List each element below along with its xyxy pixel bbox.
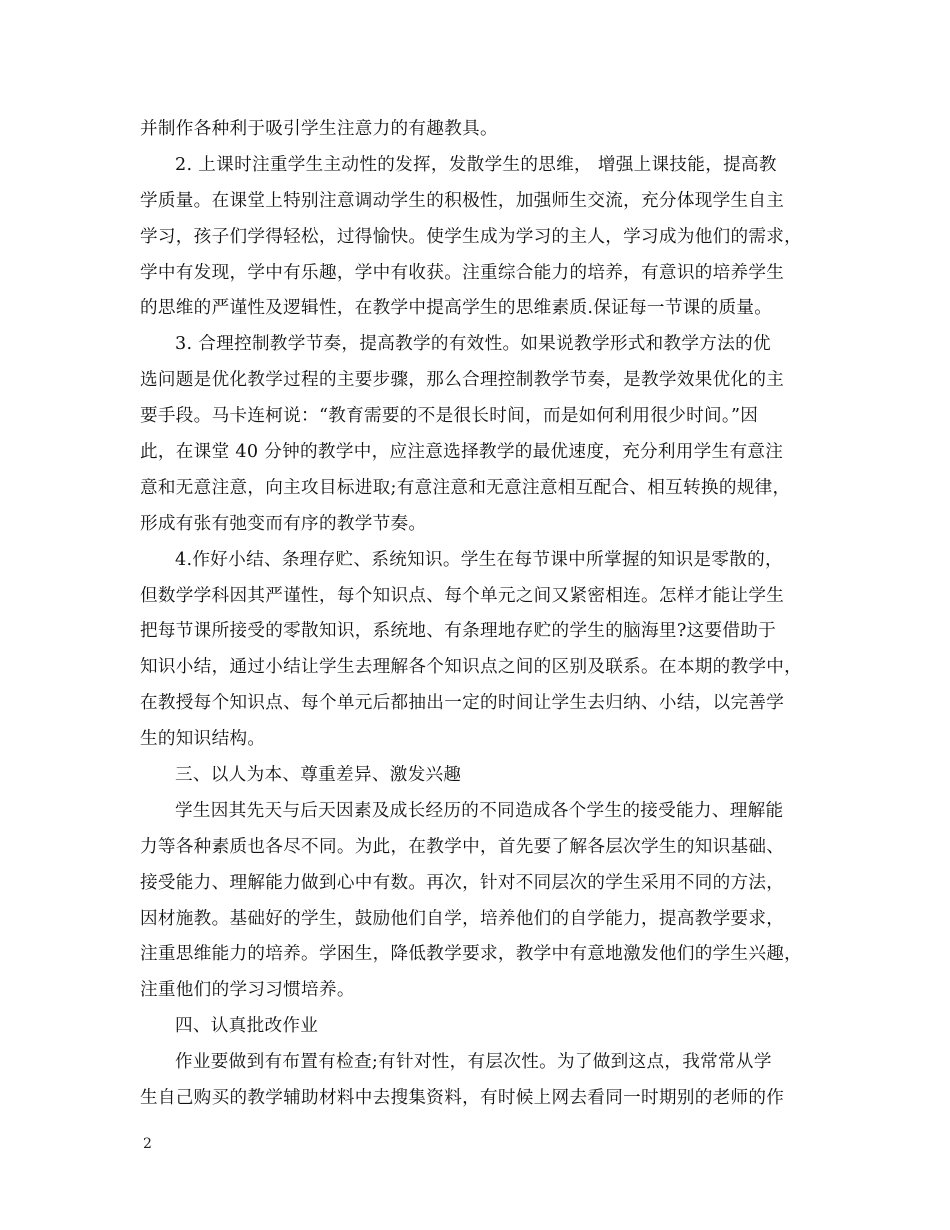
section-heading: 三、以人为本、尊重差异、激发兴趣 — [175, 765, 462, 786]
text-line: 注重思维能力的培养。学困生，降低教学要求，教学中有意地激发他们的学生兴趣， — [140, 944, 803, 965]
text-line: 注重他们的学习习惯培养。 — [140, 980, 355, 1001]
text-line: 意和无意注意，向主攻目标进取;有意注意和无意注意相互配合、相互转换的规律， — [140, 477, 791, 498]
text-line: 的思维的严谨性及逻辑性，在教学中提高学生的思维素质.保证每一节课的质量。 — [140, 298, 773, 319]
text-line: 4.作好小结、条理存贮、系统知识。学生在每节课中所掌握的知识是零散的， — [175, 549, 783, 570]
text-line: 生自己购买的教学辅助材料中去搜集资料，有时候上网去看同一时期别的老师的作 — [140, 1088, 785, 1109]
text-line: 把每节课所接受的零散知识，系统地、有条理地存贮的学生的脑海里?这要借助于 — [140, 621, 777, 642]
text-line: 但数学学科因其严谨性，每个知识点、每个单元之间又紧密相连。怎样才能让学生 — [140, 585, 785, 606]
text-line: 力等各种素质也各尽不同。为此，在教学中，首先要了解各层次学生的知识基础、 — [140, 836, 785, 857]
text-line: 作业要做到有布置有检查;有针对性，有层次性。为了做到这点，我常常从学 — [175, 1052, 772, 1073]
text-line: 学习，孩子们学得轻松，过得愉快。使学生成为学习的主人，学习成为他们的需求， — [140, 226, 803, 247]
text-line: 并制作各种利于吸引学生注意力的有趣教具。 — [140, 119, 498, 139]
text-line: 3. 合理控制教学节奏，提高教学的有效性。如果说教学形式和教学方法的优 — [175, 334, 771, 355]
text-line: 接受能力、理解能力做到心中有数。再次，针对不同层次的学生采用不同的方法， — [140, 872, 785, 893]
section-heading: 四、认真批改作业 — [175, 1016, 319, 1037]
document-body — [140, 112, 830, 1117]
text-line: 生的知识结构。 — [140, 729, 266, 750]
text-line: 此，在课堂 40 分钟的教学中，应注意选择教学的最优速度，充分利用学生有意注 — [140, 442, 784, 463]
page-number: 2 — [143, 1136, 152, 1152]
text-line: 因材施教。基础好的学生，鼓励他们自学，培养他们的自学能力，提高教学要求， — [140, 908, 785, 929]
text-line: 学生因其先天与后天因素及成长经历的不同造成各个学生的接受能力、理解能 — [175, 800, 784, 821]
text-line: 学中有发现，学中有乐趣，学中有收获。注重综合能力的培养，有意识的培养学生 — [140, 262, 785, 283]
text-line: 知识小结，通过小结让学生去理解各个知识点之间的区别及联系。在本期的教学中， — [140, 657, 803, 678]
text-line: 学质量。在课堂上特别注意调动学生的积极性，加强师生交流，充分体现学生自主 — [140, 190, 785, 211]
text-line: 在教授每个知识点、每个单元后都抽出一定的时间让学生去归纳、小结，以完善学 — [140, 693, 785, 714]
text-line: 2. 上课时注重学生主动性的发挥，发散学生的思维， 增强上课技能，提高教 — [175, 154, 777, 175]
text-line: 形成有张有弛变而有序的教学节奏。 — [140, 513, 427, 534]
text-line: 要手段。马卡连柯说：“教育需要的不是很长时间，而是如何利用很少时间。”因 — [140, 406, 759, 427]
text-line: 选问题是优化教学过程的主要步骤，那么合理控制教学节奏，是教学效果优化的主 — [140, 370, 785, 391]
